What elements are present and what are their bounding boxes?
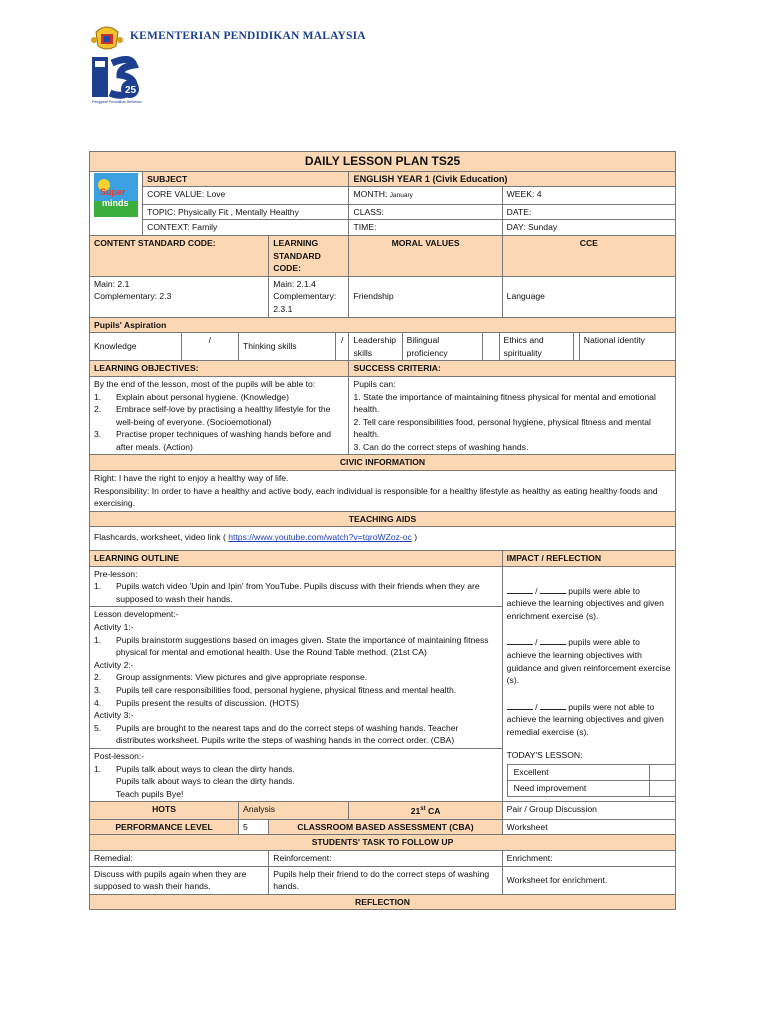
todays-lesson-label: TODAY'S LESSON: bbox=[506, 749, 583, 760]
reinforcement-label: Reinforcement: bbox=[269, 850, 502, 866]
remedial-text: Discuss with pupils again when they are supposed to wash their hands. bbox=[90, 866, 269, 894]
blank-field[interactable] bbox=[507, 702, 533, 710]
objective-item: 2. Embrace self-love by practising a healthy lifestyle for the well-being of everyone. (Socioemotional) bbox=[94, 404, 331, 427]
moral-values-label: MORAL VALUES bbox=[349, 235, 502, 276]
criteria-intro: Pupils can: bbox=[353, 378, 396, 389]
activity2-label: Activity 2:- bbox=[94, 659, 134, 670]
month-value: January bbox=[389, 192, 413, 200]
learning-main: Main: 2.1.4 bbox=[273, 278, 316, 289]
outline-label: LEARNING OUTLINE bbox=[90, 551, 503, 567]
moral-value: Friendship bbox=[349, 276, 502, 317]
ca21-value: Pair / Group Discussion bbox=[502, 802, 675, 819]
activity1-label: Activity 1:- bbox=[94, 622, 134, 632]
activity-item: 2. Group assignments: View pictures and give appropriate response. bbox=[94, 672, 368, 683]
activity-item: 4. Pupils present the results of discussion. (HOTS) bbox=[94, 697, 299, 708]
civic-right: Right: I have the right to enjoy a healthy way of life. bbox=[94, 473, 289, 484]
standard-header-row bbox=[90, 235, 676, 276]
improvement-label: Need improvement bbox=[507, 781, 649, 797]
thinking-check-mark: / bbox=[341, 335, 344, 346]
excellent-label: Excellent bbox=[507, 765, 649, 781]
cce-value: Language bbox=[502, 276, 675, 317]
subject-label: SUBJECT bbox=[143, 171, 349, 187]
blank-field[interactable] bbox=[507, 637, 533, 645]
blank-field[interactable] bbox=[507, 586, 533, 594]
hots-label: HOTS bbox=[90, 802, 239, 819]
content-comp: Complementary: 2.3 bbox=[94, 291, 172, 302]
objective-item: 3. Practise proper techniques of washing hands before and after meals. (Action) bbox=[94, 429, 331, 452]
aspiration-label: Pupils' Aspiration bbox=[90, 317, 676, 333]
criteria-label: SUCCESS CRITERIA: bbox=[349, 361, 676, 377]
svg-text:25: 25 bbox=[125, 85, 137, 96]
post-lesson-label: Post-lesson:- bbox=[94, 750, 145, 761]
performance-row bbox=[90, 819, 676, 835]
knowledge-check bbox=[181, 333, 238, 361]
knowledge-check-mark: / bbox=[208, 335, 212, 346]
bilingual-check bbox=[482, 333, 499, 361]
aspiration-bilingual: Bilingual proficiency bbox=[402, 333, 482, 361]
hots-row bbox=[90, 802, 676, 819]
title-row bbox=[90, 152, 676, 172]
aids-label: TEACHING AIDS bbox=[90, 511, 676, 527]
todays-lesson-table bbox=[507, 764, 676, 797]
subject-value: ENGLISH YEAR 1 (Civik Education) bbox=[349, 171, 676, 187]
lesson-plan-table bbox=[89, 151, 676, 910]
objectives-row bbox=[90, 376, 676, 455]
standard-values-row bbox=[90, 276, 676, 317]
ca21-label: 21st CA bbox=[349, 802, 502, 819]
post-lesson-item: Pupils talk about ways to clean the dirty hands. bbox=[116, 776, 295, 787]
criteria-item: 3. Can do the correct steps of washing hands. bbox=[353, 441, 529, 452]
post-lesson-item: Teach pupils Bye! bbox=[116, 788, 184, 799]
development-label: Lesson development:- bbox=[94, 609, 179, 620]
reinforcement-text: Pupils help their friend to do the correct steps of washing hands. bbox=[269, 866, 502, 894]
impact-item-3: / pupils were not able to achieve the learning objectives and given remedial exercise (s). bbox=[506, 701, 664, 737]
week: WEEK: 4 bbox=[502, 187, 675, 205]
class-label: CLASS: bbox=[349, 204, 502, 220]
criteria-cell bbox=[349, 376, 676, 455]
enrichment-label: Enrichment: bbox=[502, 850, 675, 866]
aids-cell bbox=[90, 527, 676, 551]
svg-text:minds: minds bbox=[102, 197, 129, 208]
aspiration-ethics: Ethics and spirituality bbox=[499, 333, 573, 361]
activity3-label: Activity 3:- bbox=[94, 710, 134, 721]
aids-suffix: ) bbox=[414, 532, 418, 543]
cba-label: CLASSROOM BASED ASSESSMENT (CBA) bbox=[269, 819, 502, 835]
criteria-item: 2. Tell care responsibilities food, personal hygiene, physical fitness and mental health. bbox=[353, 416, 651, 440]
day: DAY: Sunday bbox=[502, 220, 675, 236]
context: CONTEXT: Family bbox=[143, 220, 349, 236]
pre-lesson-item: 1. Pupils watch video 'Upin and Ipin' from YouTube. Pupils discuss with their friends when they are supposed to wash their hands. bbox=[94, 581, 480, 604]
ministry-crest-logo bbox=[90, 24, 124, 52]
remedial-label: Remedial: bbox=[90, 850, 269, 866]
aspiration-knowledge: Knowledge bbox=[90, 333, 182, 361]
aspiration-row bbox=[90, 333, 676, 361]
plan-title: DAILY LESSON PLAN TS25 bbox=[90, 152, 676, 172]
civic-cell bbox=[90, 471, 676, 512]
objectives-intro: By the end of the lesson, most of the pupils will be able to: bbox=[94, 378, 316, 389]
learning-standard-cell bbox=[269, 276, 349, 317]
civic-responsibility: Responsibility: In order to have a healthy and active body, each individual is responsible for a healthy lifestyle as healthy as eating healthy foods and exercising. bbox=[94, 485, 658, 509]
reflection-label: REFLECTION bbox=[90, 894, 676, 910]
ministry-title: KEMENTERIAN PENDIDIKAN MALAYSIA bbox=[130, 30, 366, 42]
blank-field[interactable] bbox=[540, 586, 566, 594]
aids-text: Flashcards, worksheet, video link ( bbox=[94, 532, 226, 543]
topic: TOPIC: Physically Fit , Mentally Healthy bbox=[143, 204, 349, 220]
improvement-check[interactable] bbox=[649, 781, 675, 797]
aspiration-leadership: Leadership skills bbox=[349, 333, 402, 361]
pre-lesson-label: Pre-lesson: bbox=[94, 568, 138, 579]
blank-field[interactable] bbox=[540, 702, 566, 710]
content-standard-cell bbox=[90, 276, 269, 317]
thinking-check bbox=[335, 333, 349, 361]
blank-field[interactable] bbox=[540, 637, 566, 645]
core-value: CORE VALUE: Love bbox=[143, 187, 349, 205]
cba-value: Worksheet bbox=[502, 819, 675, 835]
objective-item: 1. Explain about personal hygiene. (Knowledge) bbox=[94, 391, 289, 402]
time-label: TIME: bbox=[349, 220, 502, 236]
impact-cell bbox=[502, 566, 675, 802]
month-cell bbox=[349, 187, 502, 205]
ts25-caption: Pengganti Pendidikan Berkesan bbox=[92, 100, 142, 104]
pre-lesson-section bbox=[90, 567, 502, 608]
activity-item: 1. Pupils brainstorm suggestions based on images given. State the importance of maintaining fitness physical for mental and emotional health. Use the Round Table method. (21st CA) bbox=[94, 634, 489, 658]
content-main: Main: 2.1 bbox=[94, 278, 130, 289]
cce-label: CCE bbox=[502, 235, 675, 276]
objectives-cell bbox=[90, 376, 349, 455]
impact-label: IMPACT / REFLECTION bbox=[502, 551, 675, 567]
svg-text:Super: Super bbox=[100, 186, 126, 197]
development-section bbox=[90, 607, 502, 749]
video-link[interactable]: https://www.youtube.com/watch?v=tqroWZoz-oc bbox=[228, 532, 412, 543]
hots-value: Analysis bbox=[239, 802, 349, 819]
month-label: MONTH: bbox=[353, 189, 388, 200]
aspiration-national: National identity bbox=[579, 333, 675, 361]
content-standard-label: CONTENT STANDARD CODE: bbox=[90, 235, 269, 276]
subject-image-cell bbox=[90, 171, 143, 235]
performance-value: 5 bbox=[239, 819, 269, 835]
post-lesson-section bbox=[90, 749, 502, 801]
outline-row bbox=[90, 566, 676, 802]
activity-item: 3. Pupils tell care responsibilities food, personal hygiene, physical fitness and mental health. bbox=[94, 684, 457, 695]
impact-item-1: / pupils were able to achieve the learning objectives and given enrichment exercise (s). bbox=[506, 585, 664, 621]
post-lesson-item: 1. Pupils talk about ways to clean the dirty hands. bbox=[94, 763, 295, 774]
super-minds-cover-image bbox=[94, 173, 138, 217]
learning-standard-label: LEARNING STANDARD CODE: bbox=[269, 235, 349, 276]
excellent-check[interactable] bbox=[649, 765, 675, 781]
enrichment-text: Worksheet for enrichment. bbox=[502, 866, 675, 894]
civic-label: CIVIC INFORMATION bbox=[90, 455, 676, 471]
subject-row bbox=[90, 171, 676, 187]
impact-item-2: / pupils were able to achieve the learning objectives with guidance and given reinforcement exercise (s). bbox=[506, 637, 671, 686]
aspiration-thinking: Thinking skills bbox=[239, 333, 336, 361]
task-label: STUDENTS' TASK TO FOLLOW UP bbox=[90, 835, 676, 851]
criteria-item: 1. State the importance of maintaining fitness physical for mental and emotional health. bbox=[353, 391, 656, 415]
learning-comp: Complementary: 2.3.1 bbox=[273, 291, 337, 314]
performance-label: PERFORMANCE LEVEL bbox=[90, 819, 239, 835]
outline-cell bbox=[90, 566, 503, 802]
objectives-label: LEARNING OBJECTIVES: bbox=[90, 361, 349, 377]
date-label: DATE: bbox=[502, 204, 675, 220]
activity-item: 5. Pupils are brought to the nearest taps and do the correct steps of washing hands. Teacher distributes worksheet. Pupils write the steps of washing hands in the correct order. (CBA) bbox=[94, 722, 459, 746]
